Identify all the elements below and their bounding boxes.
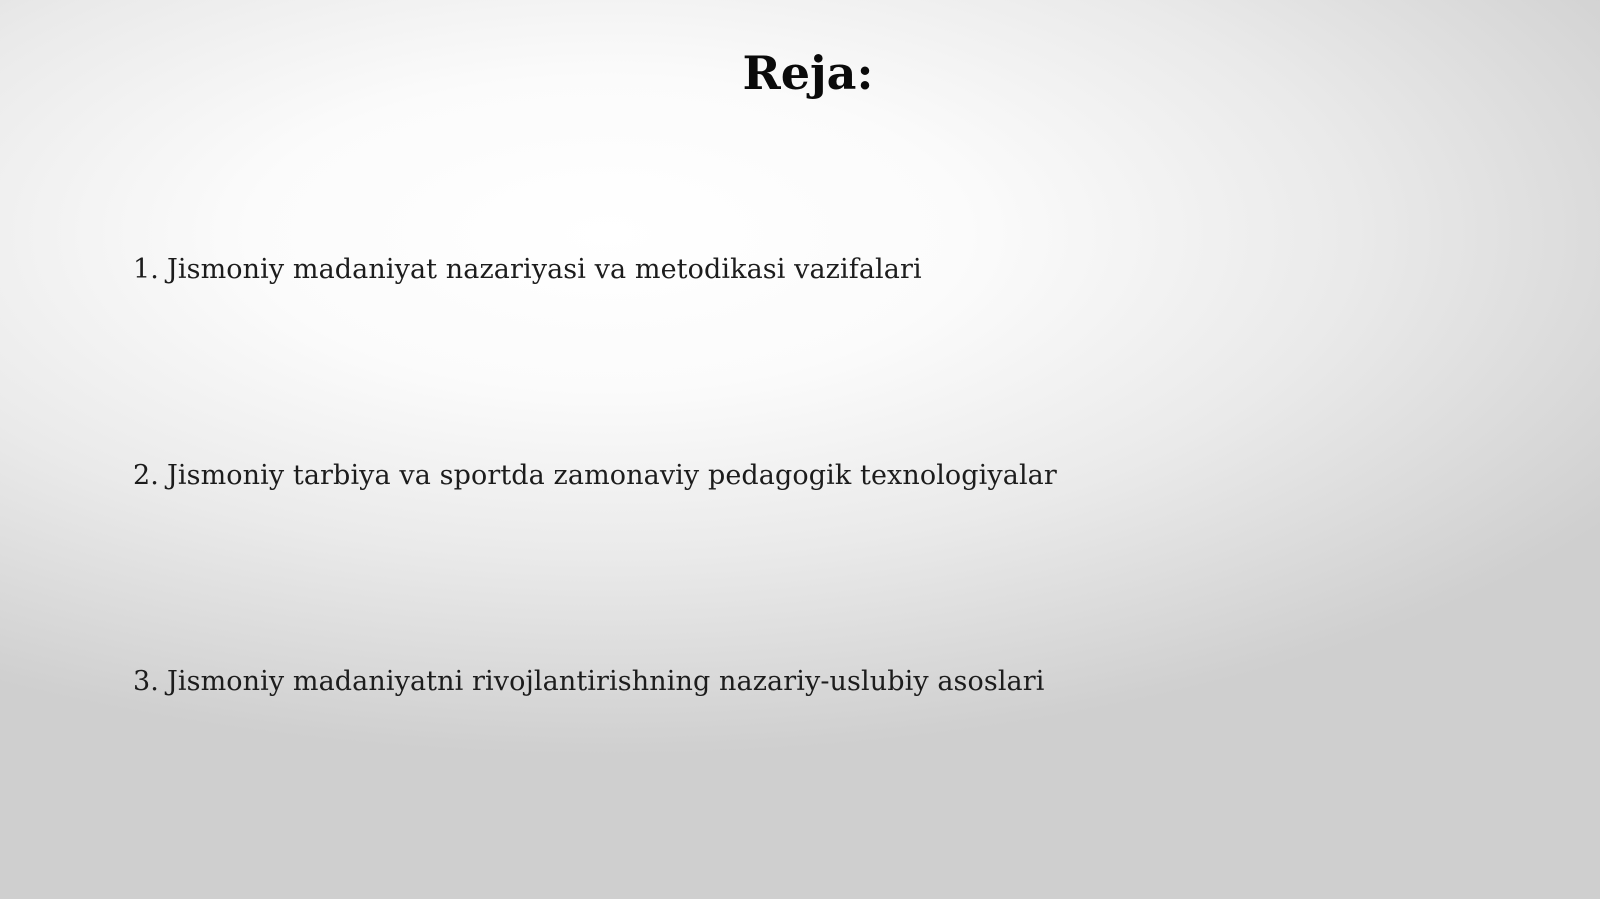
plan-item-3 bbox=[133, 662, 1045, 702]
plan-item-text: Jismoniy tarbiya va sportda zamonaviy pedagogik texnologiyalar bbox=[166, 460, 1057, 491]
plan-item-number: 2. bbox=[133, 460, 159, 491]
plan-item-text: Jismoniy madaniyatni rivojlantirishning nazariy-uslubiy asoslari bbox=[166, 666, 1045, 697]
plan-item-number: 3. bbox=[133, 666, 159, 697]
plan-item-2 bbox=[133, 456, 1057, 496]
plan-item-number: 1. bbox=[133, 254, 159, 285]
slide-title: Reja: bbox=[742, 46, 874, 100]
plan-item-1 bbox=[133, 250, 922, 290]
plan-item-text: Jismoniy madaniyat nazariyasi va metodikasi vazifalari bbox=[166, 254, 922, 285]
